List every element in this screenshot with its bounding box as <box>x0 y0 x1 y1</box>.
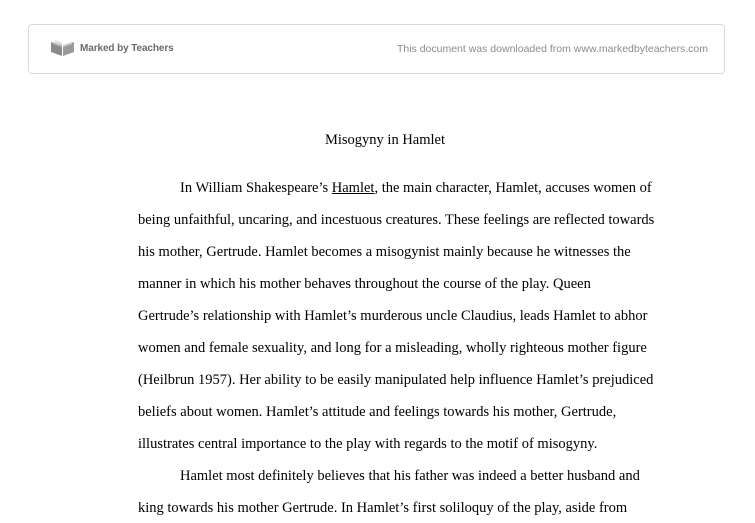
paragraph-line: Hamlet most definitely believes that his father was indeed a better husband and <box>180 468 640 484</box>
paragraph-line: (Heilbrun 1957). Her ability to be easily manipulated help influence Hamlet’s prejudiced <box>138 372 654 388</box>
paragraph-line: illustrates central importance to the play with regards to the motif of misogyny. <box>138 436 598 452</box>
paragraph-line: women and female sexuality, and long for a misleading, wholly righteous mother figure <box>138 340 647 356</box>
paragraph-line: Gertrude’s relationship with Hamlet’s murderous uncle Claudius, leads Hamlet to abhor <box>138 308 648 324</box>
paragraph-line <box>180 179 652 197</box>
brand-name: Marked by Teachers <box>80 42 174 54</box>
download-banner <box>28 24 725 74</box>
download-source-note: This document was downloaded from www.markedbyteachers.com <box>396 43 708 55</box>
paragraph-line: being unfaithful, uncaring, and incestuous creatures. These feelings are reflected towards <box>138 212 655 228</box>
work-title: Hamlet <box>331 180 375 196</box>
paragraph-line: manner in which his mother behaves throughout the course of the play. Queen <box>138 276 591 292</box>
book-pages-icon <box>49 39 76 57</box>
paragraph-line: beliefs about women. Hamlet’s attitude and feelings towards his mother, Gertrude, <box>138 404 617 420</box>
paragraph-line: his mother, Gertrude. Hamlet becomes a misogynist mainly because he witnesses the <box>138 244 631 260</box>
paragraph-line: king towards his mother Gertrude. In Hamlet’s first soliloquy of the play, aside from <box>138 500 628 516</box>
line-text: In William Shakespeare’s <box>180 180 332 196</box>
document-title: Misogyny in Hamlet <box>324 132 446 148</box>
brand-logo-link[interactable] <box>49 39 174 57</box>
line-text: , the main character, Hamlet, accuses women of <box>374 180 652 196</box>
